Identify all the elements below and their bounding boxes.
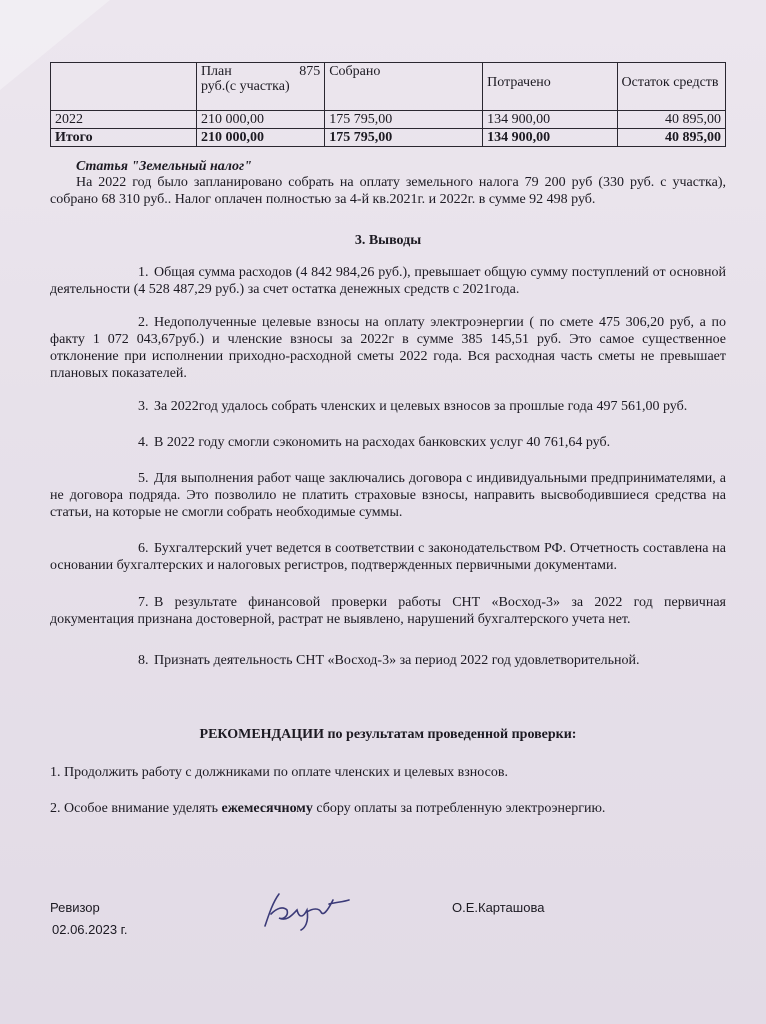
signature-date: 02.06.2023 г. [52,922,128,937]
conclusion-item-7: 7. В результате финансовой проверки работы СНТ «Восход-3» за 2022 год первичная документация признана достоверной, растрат не выявлено, нарушений бухгалтерского учета нет. [50,595,726,627]
land-tax-heading: Статья "Земельный налог" [76,159,252,174]
table-header-row [51,63,726,111]
cell-collected: 175 795,00 [325,111,483,129]
header-plan: План 875 руб.(с участка) [196,63,324,111]
conclusion-item-6: 6. Бухгалтерский учет ведется в соответствии с законодательством РФ. Отчетность составлена на основании бухгалтерских и налоговых регистров, подтвержденных первичными документами. [50,541,726,573]
cell-plan: 210 000,00 [196,111,324,129]
cell-remainder: 40 895,00 [617,129,725,147]
recommendation-item-2: 2. Особое внимание уделять ежемесячному сбору оплаты за потребленную электроэнергию. [50,801,606,816]
cell-collected: 175 795,00 [325,129,483,147]
signature-name: О.Е.Карташова [452,900,545,915]
conclusion-item-1: 1. Общая сумма расходов (4 842 984,26 руб.), превышает общую сумму поступлений от основной деятельности (4 528 487,29 руб.) за счет остатка денежных средств с 2021года. [50,265,726,297]
conclusion-item-4: 4. В 2022 году смогли сэкономить на расходах банковских услуг 40 761,64 руб. [138,435,611,450]
land-tax-text: На 2022 год было запланировано собрать на оплату земельного налога 79 200 руб (330 руб. с участка), собрано 68 310 руб.. Налог оплачен полностью за 4-й кв.2021г. и 2022г. в сумме 92 498 руб. [50,175,726,207]
recommendations-heading: РЕКОМЕНДАЦИИ по результатам проведенной проверки: [199,727,577,742]
cell-remainder: 40 895,00 [617,111,725,129]
budget-table [50,62,726,147]
table-row [51,111,726,129]
recommendation-item-1: 1. Продолжить работу с должниками по оплате членских и целевых взносов. [50,765,508,780]
conclusion-item-8: 8. Признать деятельность СНТ «Восход-3» за период 2022 год удовлетворительной. [138,653,640,668]
handwritten-signature [253,888,353,932]
signature-role: Ревизор [50,900,100,915]
header-empty-cell [51,63,197,111]
cell-spent: 134 900,00 [483,129,617,147]
header-collected: Собрано [325,63,483,111]
cell-plan: 210 000,00 [196,129,324,147]
table-row-total [51,129,726,147]
conclusion-item-5: 5. Для выполнения работ чаще заключались договора с индивидуальными предпринимателями, а не договора подряда. Это позволило не платить страховые взносы, направить высвободившиеся средства на статьи, на которые не смогли собрать необходимые суммы. [50,471,726,520]
header-spent: Потрачено [483,63,617,111]
conclusion-item-3: 3. За 2022год удалось собрать членских и целевых взносов за прошлые года 497 561,00 руб. [138,399,688,414]
row-label: 2022 [51,111,197,129]
cell-spent: 134 900,00 [483,111,617,129]
conclusions-heading: 3. Выводы [354,233,422,248]
header-remainder: Остаток средств [617,63,725,111]
row-label: Итого [51,129,197,147]
conclusion-item-2: 2. Недополученные целевые взносы на оплату электроэнергии ( по смете 475 306,20 руб, а по факту 1 072 043,67руб.) и членские взносы за 2022г в сумме 385 145,51 руб. Это самое существенное отклонение при исполнении приходно-расходной сметы 2022 года. Вся расходная часть сметы не превышает плановых показателей. [50,315,726,381]
